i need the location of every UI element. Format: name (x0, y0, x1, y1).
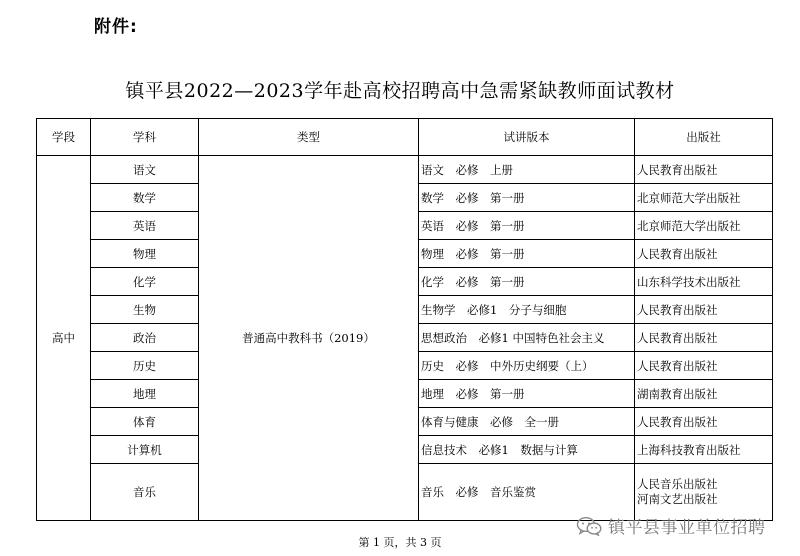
table-row (37, 156, 773, 184)
stage-cell: 高中 (37, 156, 91, 521)
subject-cell: 体育 (91, 408, 199, 436)
publisher-cell: 人民教育出版社 (635, 156, 773, 184)
publisher-cell: 人民教育出版社 (635, 352, 773, 380)
edition-cell: 思想政治 必修1 中国特色社会主义 (419, 324, 635, 352)
edition-cell: 化学 必修 第一册 (419, 268, 635, 296)
publisher-cell: 人民教育出版社 (635, 408, 773, 436)
watermark (576, 513, 766, 538)
publisher-cell: 人民教育出版社 (635, 296, 773, 324)
publisher-cell: 北京师范大学出版社 (635, 212, 773, 240)
page-title: 镇平县2022—2023学年赴高校招聘高中急需紧缺教师面试教材 (125, 80, 675, 102)
publisher-cell: 上海科技教育出版社 (635, 436, 773, 464)
wechat-icon (576, 516, 602, 536)
publisher-cell: 山东科学技术出版社 (635, 268, 773, 296)
subject-cell: 物理 (91, 240, 199, 268)
edition-cell: 信息技术 必修1 数据与计算 (419, 436, 635, 464)
edition-cell: 物理 必修 第一册 (419, 240, 635, 268)
subject-cell: 音乐 (91, 464, 199, 521)
type-cell: 普通高中教科书（2019） (199, 156, 419, 521)
edition-cell: 英语 必修 第一册 (419, 212, 635, 240)
attachment-label: 附件: (94, 17, 138, 37)
header-publisher: 出版社 (635, 119, 773, 156)
edition-cell: 地理 必修 第一册 (419, 380, 635, 408)
table-header-row (37, 119, 773, 156)
edition-cell: 体育与健康 必修 全一册 (419, 408, 635, 436)
publisher-line-1: 人民音乐出版社 (637, 477, 718, 491)
publisher-cell: 湖南教育出版社 (635, 380, 773, 408)
publisher-cell: 人民教育出版社 (635, 240, 773, 268)
edition-cell: 数学 必修 第一册 (419, 184, 635, 212)
watermark-text: 镇平县事业单位招聘 (608, 518, 766, 538)
page-footer: 第 1 页，共 3 页 (358, 536, 442, 549)
subject-cell: 生物 (91, 296, 199, 324)
subject-cell: 地理 (91, 380, 199, 408)
subject-cell: 英语 (91, 212, 199, 240)
materials-table (36, 118, 773, 521)
subject-cell: 数学 (91, 184, 199, 212)
header-type: 类型 (199, 119, 419, 156)
header-edition: 试讲版本 (419, 119, 635, 156)
edition-cell: 生物学 必修1 分子与细胞 (419, 296, 635, 324)
publisher-cell: 北京师范大学出版社 (635, 184, 773, 212)
subject-cell: 历史 (91, 352, 199, 380)
subject-cell: 语文 (91, 156, 199, 184)
edition-cell: 音乐 必修 音乐鉴赏 (419, 464, 635, 521)
publisher-cell: 人民教育出版社 (635, 324, 773, 352)
subject-cell: 政治 (91, 324, 199, 352)
header-subject: 学科 (91, 119, 199, 156)
edition-cell: 语文 必修 上册 (419, 156, 635, 184)
publisher-cell (635, 464, 773, 521)
header-stage: 学段 (37, 119, 91, 156)
edition-cell: 历史 必修 中外历史纲要（上） (419, 352, 635, 380)
subject-cell: 计算机 (91, 436, 199, 464)
subject-cell: 化学 (91, 268, 199, 296)
publisher-line-2: 河南文艺出版社 (637, 492, 718, 506)
